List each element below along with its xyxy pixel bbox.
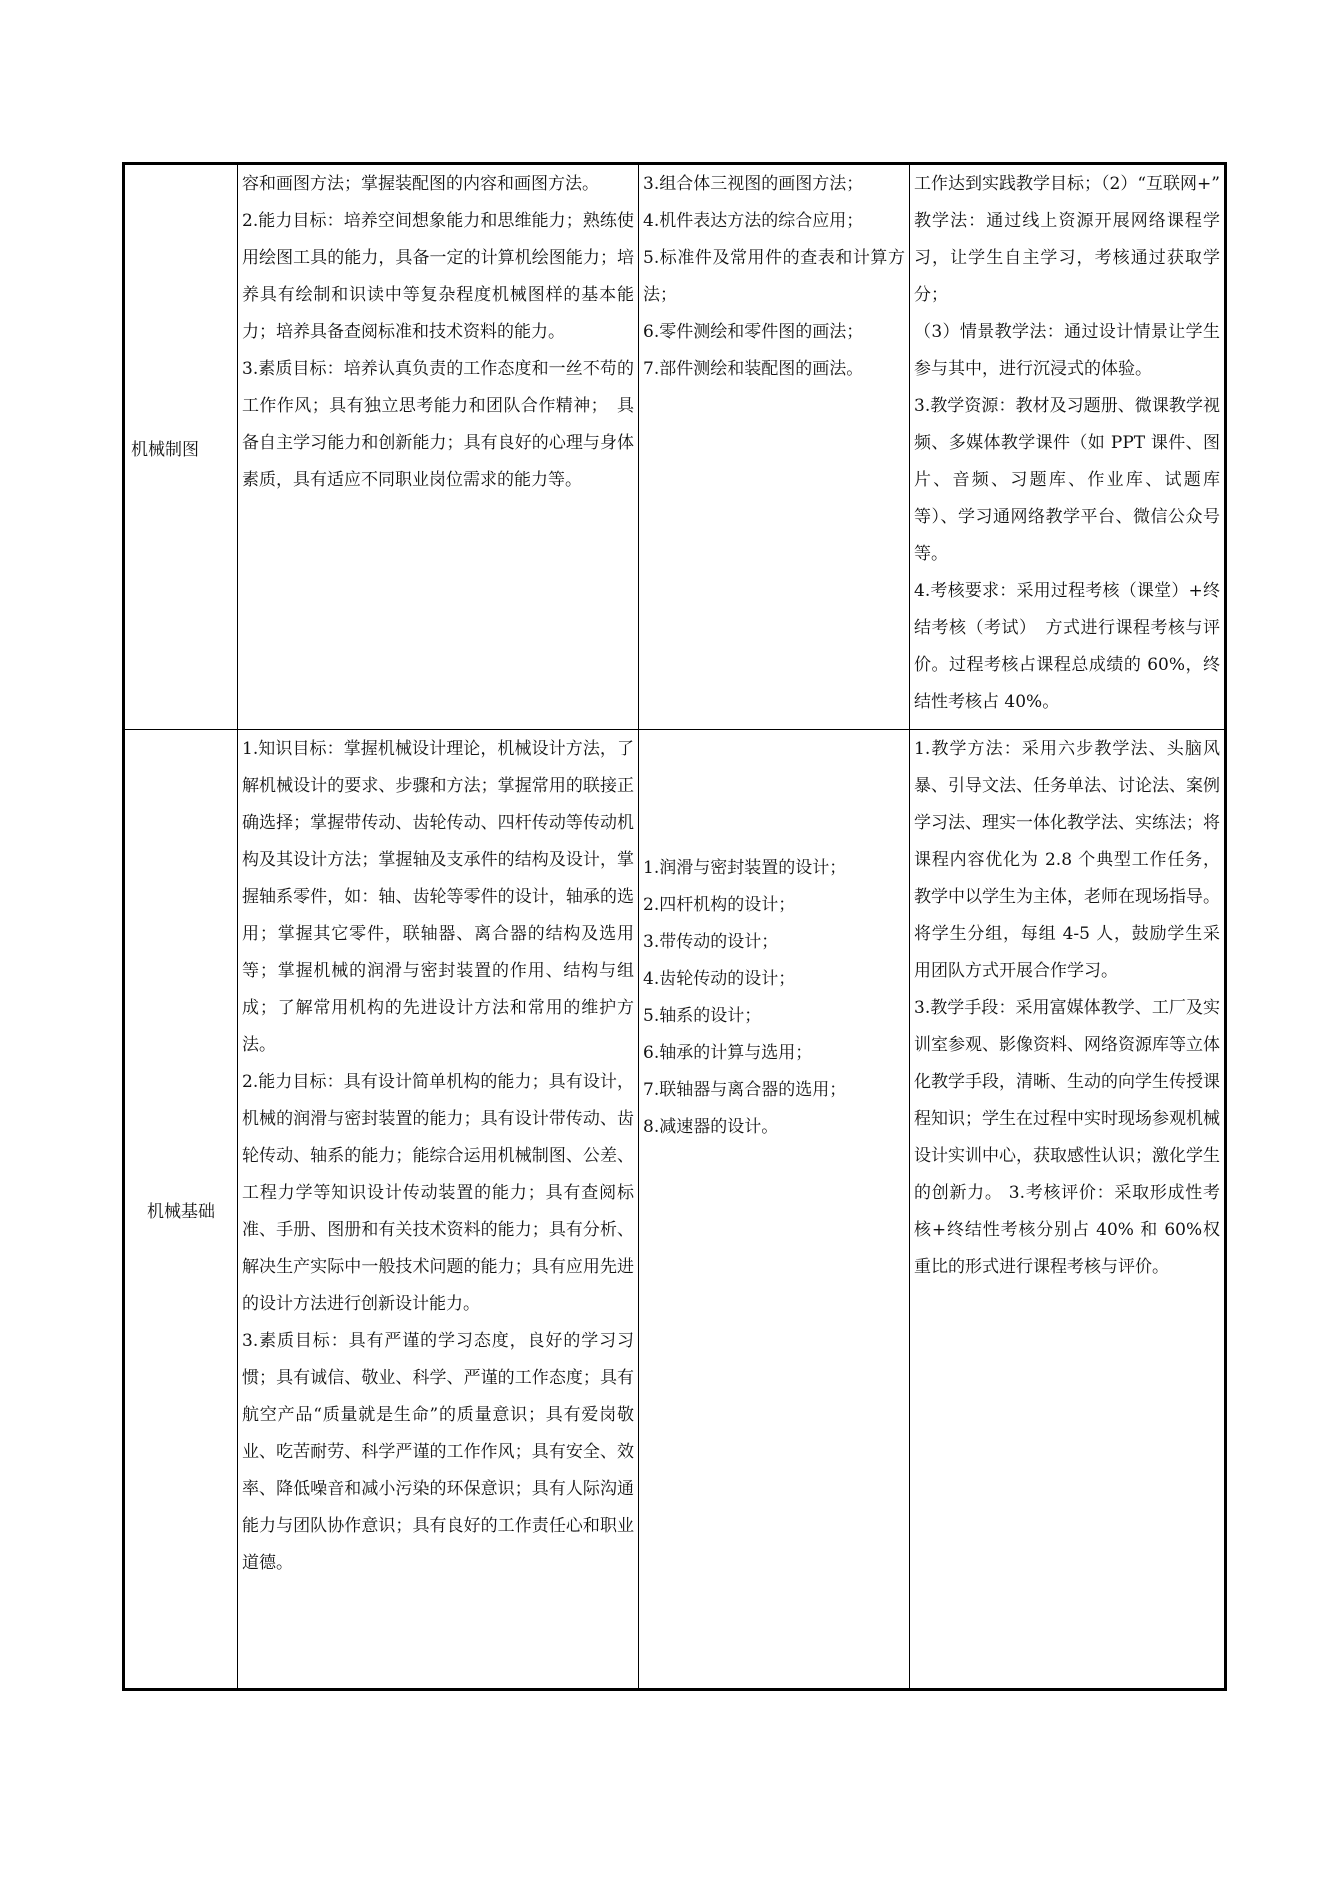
content-cell	[639, 730, 910, 1690]
course-name: 机械基础	[147, 1201, 215, 1222]
objectives-text	[238, 730, 638, 1582]
content-item: 5.标准件及常用件的查表和计算方法；	[643, 248, 905, 305]
table-row	[124, 164, 1226, 730]
content-text	[639, 165, 909, 388]
requirement-paragraph: 1.教学方法：采用六步教学法、头脑风暴、引导文法、任务单法、讨论法、案例学习法、理实一体化教学法、实练法；将课程内容优化为 2.8 个典型工作任务，教学中以学生为主体，老师在现场指导。将学生分组，每组 4-5 人，鼓励学生采用团队方式开展合作学习。	[914, 739, 1220, 981]
objectives-cell	[238, 730, 639, 1690]
content-item: 8.减速器的设计。	[643, 1117, 779, 1137]
content-item: 3.组合体三视图的画图方法；	[643, 174, 864, 194]
content-item: 2.四杆机构的设计；	[643, 895, 796, 915]
content-item: 5.轴系的设计；	[643, 1006, 762, 1026]
requirement-paragraph: 工作达到实践教学目标；（2）“互联网+” 教学法：通过线上资源开展网络课程学习，让学生自主学习，考核通过获取学分；	[914, 174, 1237, 305]
course-table	[122, 162, 1237, 1691]
objective-paragraph: 2.能力目标：具有设计简单机构的能力；具有设计，机械的润滑与密封装置的能力；具有设计带传动、齿轮传动、轴系的能力；能综合运用机械制图、公差、工程力学等知识设计传动装置的能力；具有查阅标准、手册、图册和有关技术资料的能力；具有分析、解决生产实际中一般技术问题的能力；具有应用先进的设计方法进行创新设计能力。	[242, 1072, 634, 1314]
requirements-cell	[910, 730, 1226, 1690]
objective-paragraph: 容和画图方法；掌握装配图的内容和画图方法。	[242, 174, 599, 194]
objectives-text	[238, 165, 638, 499]
content-item: 7.联轴器与离合器的选用；	[643, 1080, 847, 1100]
content-item: 4.机件表达方法的综合应用；	[643, 211, 864, 231]
content-cell	[639, 164, 910, 730]
requirement-paragraph: （3）情景教学法：通过设计情景让学生参与其中，进行沉浸式的体验。	[914, 322, 1220, 379]
content-item: 1.润滑与密封装置的设计；	[643, 858, 847, 878]
requirements-cell	[910, 164, 1237, 730]
requirement-paragraph: 3.教学资源：教材及习题册、微课教学视频、多媒体教学课件（如 PPT 课件、图片、音频、习题库、作业库、试题库等）、学习通网络教学平台、微信公众号等。	[914, 396, 1220, 564]
table-row	[124, 730, 1226, 1690]
content-text	[639, 730, 909, 1146]
content-item: 3.带传动的设计；	[643, 932, 779, 952]
requirements-text	[910, 165, 1237, 721]
course-name-cell	[124, 164, 238, 730]
objectives-cell	[238, 164, 639, 730]
course-name-cell	[124, 730, 238, 1690]
objective-paragraph: 3.素质目标：培养认真负责的工作态度和一丝不苟的工作作风；具有独立思考能力和团队合作精神； 具备自主学习能力和创新能力；具有良好的心理与身体素质，具有适应不同职业岗位需求的能力等。	[242, 359, 634, 490]
content-item: 6.零件测绘和零件图的画法；	[643, 322, 864, 342]
content-item: 4.齿轮传动的设计；	[643, 969, 796, 989]
objective-paragraph: 2.能力目标：培养空间想象能力和思维能力；熟练使用绘图工具的能力，具备一定的计算机绘图能力；培养具有绘制和识读中等复杂程度机械图样的基本能力；培养具备查阅标准和技术资料的能力。	[242, 211, 634, 342]
requirements-text	[910, 730, 1224, 1286]
course-name: 机械制图	[131, 439, 199, 460]
requirement-paragraph: 4.考核要求：采用过程考核（课堂）+终结考核（考试） 方式进行课程考核与评价。过程考核占课程总成绩的 60%，终结性考核占 40%。	[914, 581, 1220, 712]
content-item: 7.部件测绘和装配图的画法。	[643, 359, 864, 379]
objective-paragraph: 1.知识目标：掌握机械设计理论，机械设计方法，了解机械设计的要求、步骤和方法；掌握常用的联接正确选择；掌握带传动、齿轮传动、四杆传动等传动机构及其设计方法；掌握轴及支承件的结构及设计，掌握轴系零件，如：轴、齿轮等零件的设计，轴承的选用；掌握其它零件，联轴器、离合器的结构及选用等；掌握机械的润滑与密封装置的作用、结构与组成；了解常用机构的先进设计方法和常用的维护方法。	[242, 739, 634, 1055]
content-item: 6.轴承的计算与选用；	[643, 1043, 813, 1063]
objective-paragraph: 3.素质目标：具有严谨的学习态度，良好的学习习惯；具有诚信、敬业、科学、严谨的工作态度；具有航空产品“质量就是生命”的质量意识；具有爱岗敬业、吃苦耐劳、科学严谨的工作作风；具有安全、效率、降低噪音和减小污染的环保意识；具有人际沟通能力与团队协作意识；具有良好的工作责任心和职业道德。	[242, 1331, 634, 1573]
requirement-paragraph: 3.教学手段：采用富媒体教学、工厂及实训室参观、影像资料、网络资源库等立体化教学手段，清晰、生动的向学生传授课程知识；学生在过程中实时现场参观机械设计实训中心，获取感性认识；激化学生的创新力。 3.考核评价：采取形成性考核+终结性考核分别占 40% 和 60%权重比的形式进行课程考核与评价。	[914, 998, 1220, 1277]
